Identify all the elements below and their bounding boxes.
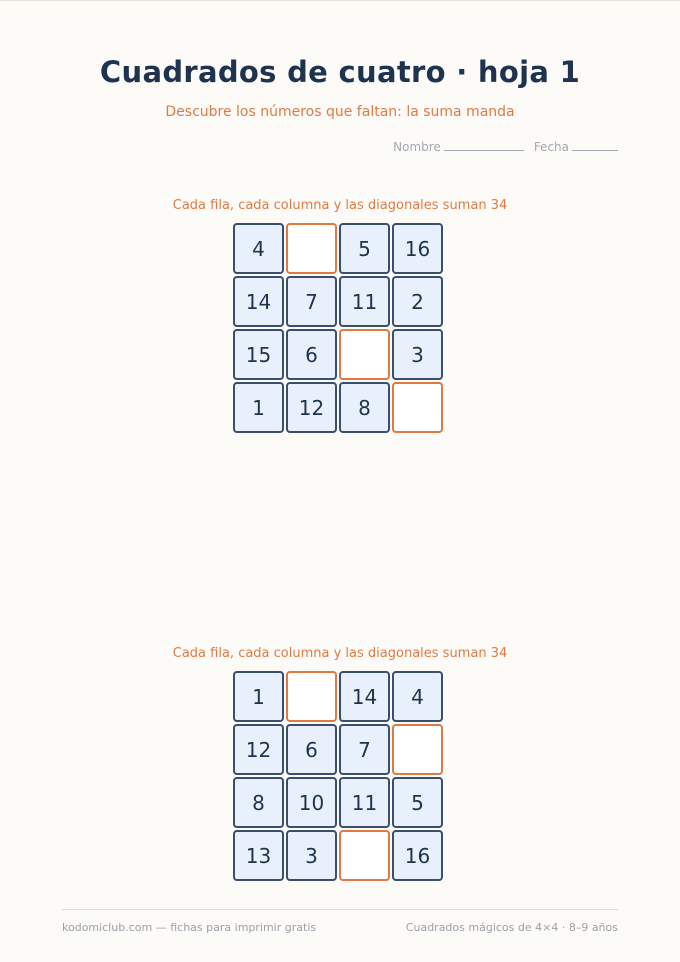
number-cell: 6 [286, 724, 337, 775]
page-subtitle: Descubre los números que faltan: la suma manda [165, 104, 515, 120]
puzzle-2 [0, 646, 680, 661]
number-cell: 14 [339, 671, 390, 722]
name-label: Nombre [393, 140, 441, 154]
blank-cell[interactable] [286, 671, 337, 722]
footer-site: kodomiclub.com — fichas para imprimir gratis [62, 921, 317, 934]
date-field [534, 140, 618, 154]
name-field [393, 140, 524, 154]
number-cell: 3 [392, 329, 443, 380]
number-cell: 8 [339, 382, 390, 433]
number-cell: 7 [339, 724, 390, 775]
number-cell: 7 [286, 276, 337, 327]
blank-cell[interactable] [339, 830, 390, 881]
blank-cell[interactable] [392, 724, 443, 775]
number-cell: 12 [233, 724, 284, 775]
blank-cell[interactable] [286, 223, 337, 274]
number-cell: 1 [233, 382, 284, 433]
puzzle-instruction: Cada fila, cada columna y las diagonales suman 34 [172, 646, 508, 661]
number-cell: 4 [233, 223, 284, 274]
number-cell: 5 [392, 777, 443, 828]
number-cell: 10 [286, 777, 337, 828]
number-cell: 16 [392, 223, 443, 274]
number-cell: 3 [286, 830, 337, 881]
page-title: Cuadrados de cuatro · hoja 1 [99, 55, 581, 89]
blank-cell[interactable] [339, 329, 390, 380]
date-blank-line [572, 150, 618, 151]
number-cell: 16 [392, 830, 443, 881]
name-date-fields [393, 140, 618, 154]
number-cell: 14 [233, 276, 284, 327]
number-cell: 6 [286, 329, 337, 380]
number-cell: 12 [286, 382, 337, 433]
number-cell: 5 [339, 223, 390, 274]
name-blank-line [444, 150, 524, 151]
puzzle-instruction: Cada fila, cada columna y las diagonales suman 34 [172, 198, 508, 213]
magic-square-grid-2 [233, 671, 443, 881]
number-cell: 13 [233, 830, 284, 881]
magic-square-grid-1 [233, 223, 443, 433]
puzzle-1 [0, 198, 680, 213]
number-cell: 11 [339, 276, 390, 327]
footer-description: Cuadrados mágicos de 4×4 · 8–9 años [405, 921, 618, 934]
number-cell: 11 [339, 777, 390, 828]
number-cell: 4 [392, 671, 443, 722]
number-cell: 15 [233, 329, 284, 380]
blank-cell[interactable] [392, 382, 443, 433]
number-cell: 8 [233, 777, 284, 828]
date-label: Fecha [533, 140, 569, 154]
number-cell: 2 [392, 276, 443, 327]
number-cell: 1 [233, 671, 284, 722]
footer-divider [62, 909, 618, 910]
